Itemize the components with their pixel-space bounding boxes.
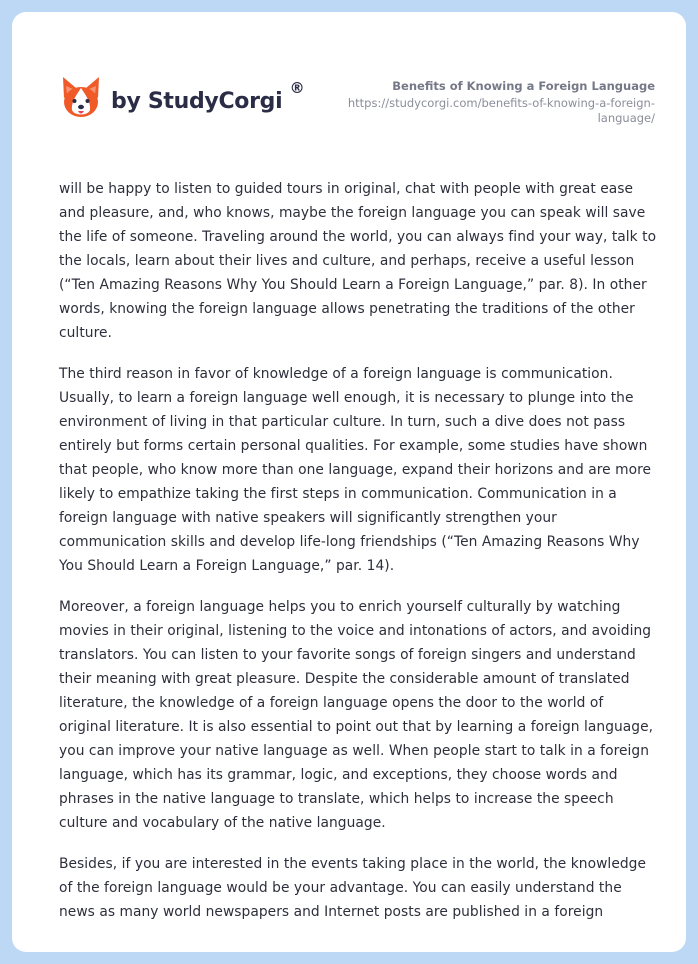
document-page [12, 12, 686, 952]
paragraph: Moreover, a foreign language helps you to enrich yourself culturally by watching movies in their original, listening to the voice and intonations of actors, and avoiding translators. You can listen to your favorite songs of foreign singers and understand their meaning with great pleasure. Despite the considerable amount of translated literature, the knowledge of a foreign language opens the door to the world of original literature. It is also essential to point out that by learning a foreign language, you can improve your native language as well. When people start to talk in a foreign language, which has its grammar, logic, and exceptions, they choose words and phrases in the native language to translate, which helps to increase the speech culture and vocabulary of the native language. [59, 599, 654, 831]
document-title: Benefits of Knowing a Foreign Language [392, 79, 655, 93]
paragraph: Besides, if you are interested in the events taking place in the world, the knowledge of the foreign language would be your advantage. You can easily understand the news as many world newspapers and Internet posts are published in a foreign [59, 856, 647, 920]
registered-mark: ® [289, 78, 305, 97]
corgi-logo-icon [61, 76, 101, 120]
brand-label: by StudyCorgi [111, 88, 283, 114]
paragraph: The third reason in favor of knowledge of a foreign language is communication. Usually, to learn a foreign language well enough, it is necessary to plunge into the environment of living in that particular culture. In turn, such a dive does not pass entirely but forms certain personal qualities. For example, some studies have shown that people, who know more than one language, expand their horizons and are more likely to empathize taking the first steps in communication. Communication in a foreign language with native speakers will significantly strengthen your communication skills and develop life-long friendships (“Ten Amazing Reasons Why You Should Learn a Foreign Language,” par. 14). [59, 366, 652, 574]
document-url[interactable]: https://studycorgi.com/benefits-of-knowing-a-foreign-language/ [347, 96, 655, 125]
document-info [325, 79, 655, 126]
studycorgi-logo[interactable] [61, 76, 305, 120]
page-header [12, 12, 686, 152]
paragraph: will be happy to listen to guided tours in original, chat with people with great ease and pleasure, and, who knows, maybe the foreign language you can speak will save the life of someone. Traveling around the world, you can always find your way, talk to the locals, learn about their lives and culture, and perhaps, receive a useful lesson (“Ten Amazing Reasons Why You Should Learn a Foreign Language,” par. 8). In other words, knowing the foreign language allows penetrating the traditions of the other culture. [59, 181, 657, 341]
brand-name [111, 78, 305, 114]
document-body [59, 177, 659, 941]
